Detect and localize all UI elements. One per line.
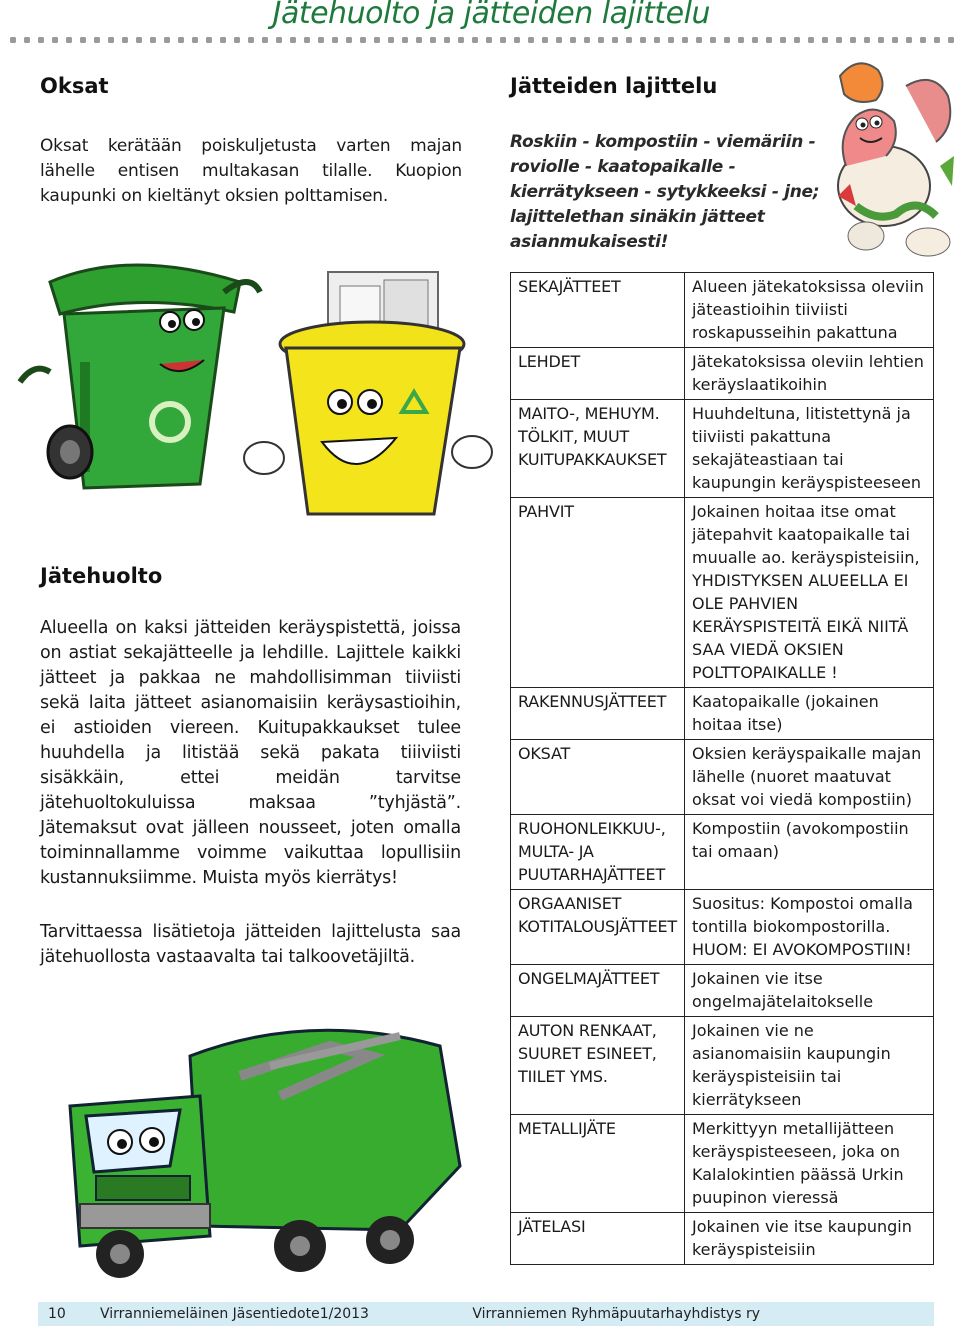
table-row <box>511 273 934 348</box>
table-cell-category: ONGELMAJÄTTEET <box>511 965 685 1017</box>
table-cell-category: JÄTELASI <box>511 1213 685 1265</box>
table-cell-instruction: Jokainen vie itse ongelmajätelaitokselle <box>684 965 933 1017</box>
table-cell-category: ORGAANISET KOTITALOUSJÄTTEET <box>511 890 685 965</box>
table-cell-category: RAKENNUSJÄTTEET <box>511 688 685 740</box>
table-row <box>511 1213 934 1265</box>
table-cell-category: SEKAJÄTTEET <box>511 273 685 348</box>
table-row <box>511 890 934 965</box>
table-cell-instruction: Kaatopaikalle (jokainen hoitaa itse) <box>684 688 933 740</box>
oksat-text: Oksat kerätään poiskuljetusta varten majan lähelle entisen multakasan tilalle. Kuopion kaupunki on kieltänyt oksien polttamisen. <box>40 136 462 206</box>
table-row <box>511 1115 934 1213</box>
table-cell-instruction: Oksien keräyspaikalle majan lähelle (nuoret maatuvat oksat voi viedä kompostiin) <box>684 740 933 815</box>
table-row <box>511 498 934 688</box>
oksat-heading: Oksat <box>40 74 109 98</box>
table-cell-category: OKSAT <box>511 740 685 815</box>
garbage-truck-illustration <box>40 1016 470 1286</box>
table-cell-category: AUTON RENKAAT, SUURET ESINEET, TIILET YMS. <box>511 1017 685 1115</box>
table-cell-instruction: Jokainen hoitaa itse omat jätepahvit kaatopaikalle tai muualle ao. keräyspisteisiin, YHDISTYKSEN ALUEELLA EI OLE PAHVIEN KERÄYSPISTEITÄ EIKÄ NIITÄ SAA VIEDÄ OKSIEN POLTTOPAIKALLE ! <box>684 498 933 688</box>
table-row <box>511 688 934 740</box>
table-cell-instruction: Kompostiin (avokompostiin tai omaan) <box>684 815 933 890</box>
table-row <box>511 348 934 400</box>
table-cell-instruction: Huuhdeltuna, litistettynä ja tiiviisti pakattuna sekajäteastiaan tai kaupungin keräyspisteeseen <box>684 400 933 498</box>
page-footer <box>38 1302 934 1326</box>
organization-name: Virranniemen Ryhmäpuutarhayhdistys ry <box>472 1306 760 1322</box>
compost-worms-illustration <box>836 46 956 258</box>
table-cell-category: PAHVIT <box>511 498 685 688</box>
page-header-title: Jätehuolto ja jätteiden lajittelu <box>272 0 710 31</box>
table-row <box>511 965 934 1017</box>
table-cell-instruction: Alueen jätekatoksissa oleviin jäteastioihin tiiviisti roskapusseihin pakattuna <box>684 273 933 348</box>
table-cell-instruction: Suositus: Kompostoi omalla tontilla biokompostorilla. HUOM: EI AVOKOMPOSTIIN! <box>684 890 933 965</box>
table-row <box>511 740 934 815</box>
table-row <box>511 815 934 890</box>
table-row <box>511 400 934 498</box>
lajittelu-intro: Roskiin - kompostiin - viemäriin - roviolle - kaatopaikalle - kierrätykseen - sytykkeeksi - jne; lajittelethan sinäkin jätteet asianmukaisesti! <box>510 132 820 252</box>
jatehuolto-text: Alueella on kaksi jätteiden keräyspistettä, joissa on astiat sekajätteelle ja lehdille. Lajittele kaikki jätteet ja pakkaa ne mahdollisimman tiiviisti sekä laita jätteet asianomaisiin keräysastioihin, ei astioiden viereen. Kuitupakkaukset tulee huuhdella ja litistää sekä pakata tiiiviisti sisäkkäin, ettei meidän tarvitse jätehuoltokuluissa maksaa ”tyhjästä”. Jätemaksut ovat jälleen nousseet, joten omalla toiminnallamme voimme vaikuttaa lopullisiin kustannuksiimme. Muista myös kierrätys! <box>40 618 461 888</box>
jatehuolto-extra-info: Tarvittaessa lisätietoja jätteiden lajittelusta saa jätehuollosta vastaavalta tai talkoovetäjiltä. <box>40 922 461 967</box>
table-cell-instruction: Jokainen vie itse kaupungin keräyspisteisiin <box>684 1213 933 1265</box>
recycling-bins-illustration <box>10 252 500 524</box>
page-number: 10 <box>48 1306 66 1322</box>
table-cell-instruction: Jätekatoksissa oleviin lehtien keräyslaatikoihin <box>684 348 933 400</box>
table-cell-category: RUOHONLEIKKUU-, MULTA- JA PUUTARHAJÄTTEET <box>511 815 685 890</box>
jatehuolto-heading: Jätehuolto <box>40 564 163 588</box>
publication-name: Virranniemeläinen Jäsentiedote1/2013 <box>100 1306 369 1322</box>
table-row <box>511 1017 934 1115</box>
lajittelu-heading: Jätteiden lajittelu <box>510 74 718 98</box>
table-cell-instruction: Jokainen vie ne asianomaisiin kaupungin keräyspisteisiin tai kierrätykseen <box>684 1017 933 1115</box>
sorting-table <box>510 272 934 1265</box>
table-cell-category: LEHDET <box>511 348 685 400</box>
table-cell-category: METALLIJÄTE <box>511 1115 685 1213</box>
table-cell-category: MAITO-, MEHUYM. TÖLKIT, MUUT KUITUPAKKAUKSET <box>511 400 685 498</box>
dotted-divider <box>0 36 960 44</box>
table-cell-instruction: Merkittyyn metallijätteen keräyspisteeseen, joka on Kalalokintien päässä Urkin puupinon vieressä <box>684 1115 933 1213</box>
